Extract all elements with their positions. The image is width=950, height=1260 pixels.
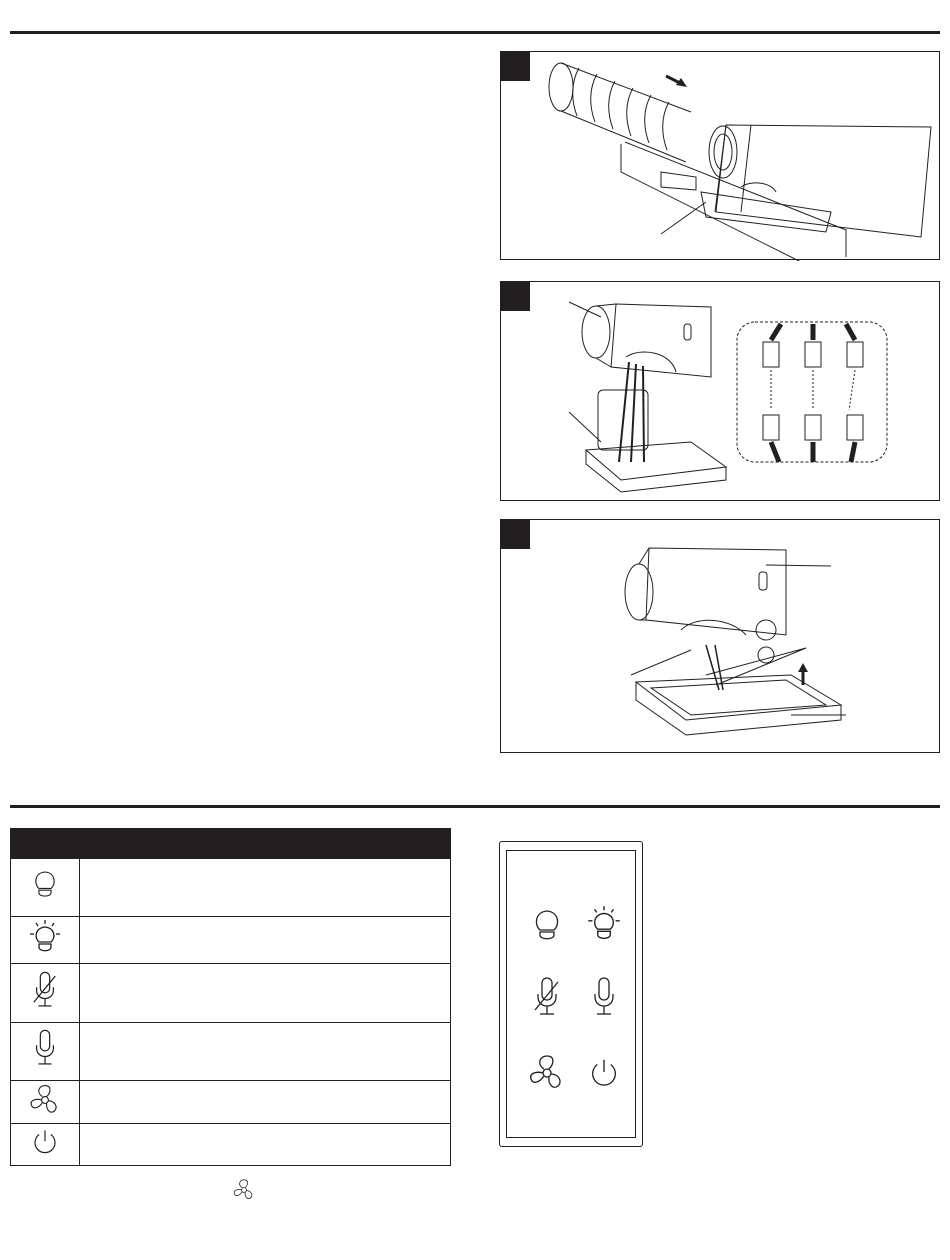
table-row: [11, 1081, 451, 1124]
step-1-panel: [500, 51, 940, 260]
table-row: [11, 1124, 451, 1166]
control-description: [80, 1023, 451, 1081]
step-3-panel: [500, 519, 940, 753]
middle-rule: [10, 805, 940, 808]
fan-icon: [232, 1178, 256, 1202]
wire-connector-illustration: [501, 282, 941, 502]
microphone-icon[interactable]: [589, 976, 619, 1020]
control-description: [80, 1124, 451, 1166]
light-bulb-on-icon: [27, 918, 63, 958]
control-description: [80, 1081, 451, 1124]
light-bulb-off-icon[interactable]: [532, 905, 562, 947]
top-rule: [10, 31, 940, 34]
remote-panel: [506, 850, 636, 1138]
table-row: [11, 964, 451, 1023]
table-row: [11, 1023, 451, 1081]
microphone-icon: [31, 1028, 59, 1070]
remote-control: [499, 841, 643, 1147]
controls-table-header-cell: [11, 829, 451, 859]
fan-icon[interactable]: [527, 1053, 567, 1093]
grille-attachment-illustration: [501, 520, 941, 754]
table-row: [11, 859, 451, 917]
microphone-muted-icon: [31, 970, 59, 1012]
control-description: [80, 917, 451, 964]
controls-table: [10, 828, 451, 1166]
table-row: [11, 917, 451, 964]
control-description: [80, 964, 451, 1023]
step-2-panel: [500, 281, 940, 501]
power-icon[interactable]: [587, 1056, 621, 1090]
light-bulb-on-icon[interactable]: [585, 904, 623, 946]
duct-connection-illustration: [501, 52, 941, 261]
microphone-muted-icon[interactable]: [532, 976, 562, 1020]
control-description: [80, 859, 451, 917]
power-icon: [30, 1127, 60, 1157]
light-bulb-off-icon: [32, 867, 58, 903]
fan-icon: [28, 1083, 62, 1117]
controls-table-header: [11, 829, 451, 859]
